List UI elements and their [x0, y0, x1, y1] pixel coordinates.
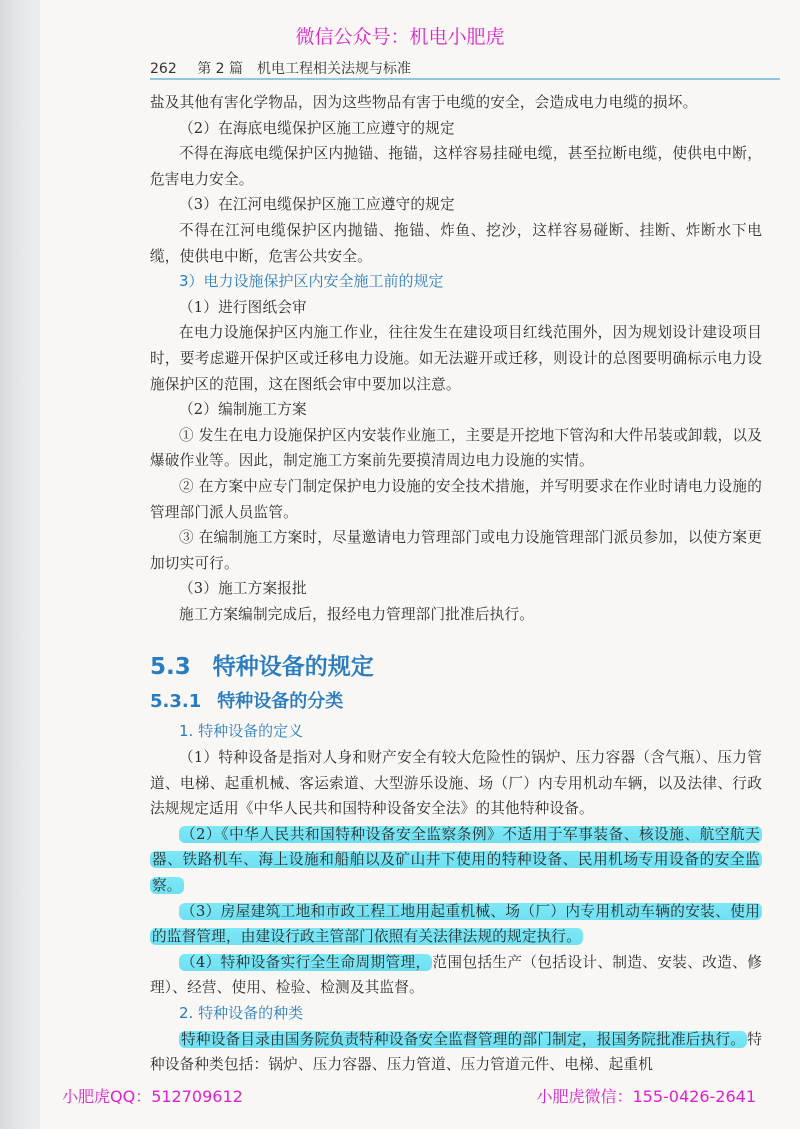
highlight: 特种设备目录由国务院负责特种设备安全监督管理的部门制定，报国务院批准后执行。	[181, 1030, 746, 1048]
paragraph: （2）在海底电缆保护区施工应遵守的规定	[179, 119, 455, 137]
paragraph: （1）进行图纸会审	[179, 298, 307, 316]
watermark-bottom-right: 小肥虎微信：155-0426-2641	[536, 1087, 756, 1106]
paragraph: （3）施工方案报批	[179, 580, 307, 598]
paragraph: 施工方案编制完成后，报经电力管理部门批准后执行。	[179, 605, 535, 623]
section-number: 5.3	[150, 654, 191, 681]
paragraph	[150, 1027, 762, 1078]
item-heading: 1. 特种设备的定义	[179, 722, 304, 741]
page-body	[150, 90, 762, 1078]
section-title: 特种设备的规定	[212, 654, 374, 681]
subsection-heading	[150, 687, 762, 717]
book-spine-shadow	[0, 0, 30, 1129]
page-number: 262	[150, 61, 177, 77]
paragraph: （3）在江河电缆保护区施工应遵守的规定	[179, 196, 455, 214]
subsection-title: 特种设备的分类	[217, 691, 344, 713]
item-heading: 2. 特种设备的种类	[179, 1004, 304, 1022]
highlighted-paragraph	[150, 822, 762, 899]
paragraph: 不得在江河电缆保护区内抛锚、拖锚、炸鱼、挖沙，这样容易碰断、挂断、炸断水下电缆，使供电中断，危害公共安全。	[150, 221, 762, 265]
paragraph: （2）编制施工方案	[179, 401, 307, 419]
paragraph	[150, 950, 762, 1001]
subsection-number: 5.3.1	[150, 691, 202, 713]
paragraph: ② 在方案中应专门制定保护电力设施的安全技术措施，并写明要求在作业时请电力设施的管理部门派人员监管。	[150, 477, 762, 521]
highlight: （2）《中华人民共和国特种设备安全监察条例》不适用于军事装备、核设施、航空航天器、铁路机车、海上设施和船舶以及矿山井下使用的特种设备、民用机场专用设备的安全监察。	[152, 825, 760, 895]
highlight: （4）特种设备实行全生命周期管理，	[181, 953, 431, 971]
running-header	[150, 58, 411, 78]
paragraph-text: 范围包括生产（包括设计、制造、安装、改造、修理）、经营、使用、检验、检测及其监督。	[150, 953, 763, 997]
header-rule	[150, 78, 780, 80]
paragraph: 在电力设施保护区内施工作业，往往发生在建设项目红线范围外，因为规划设计建设项目时，要考虑避开保护区或迁移电力设施。如无法避开或迁移，则设计的总图要明确标示电力设施保护区的范围，这在图纸会审中要加以注意。	[150, 324, 762, 393]
highlight: （3）房屋建筑工地和市政工程工地用起重机械、场（厂）内专用机动车辆的安装、使用的监督管理，由建设行政主管部门依照有关法律法规的规定执行。	[152, 902, 760, 946]
paragraph: ① 发生在电力设施保护区内安装作业施工，主要是开挖地下管沟和大件吊装或卸载，以及爆破作业等。因此，制定施工方案前先要摸清周边电力设施的实情。	[150, 426, 762, 470]
paragraph: 盐及其他有害化学物品，因为这些物品有害于电缆的安全，会造成电力电缆的损坏。	[150, 94, 698, 111]
watermark-bottom-left: 小肥虎QQ：512709612	[62, 1087, 243, 1106]
paragraph: ③ 在编制施工方案时，尽量邀请电力管理部门或电力设施管理部门派员参加，以使方案更加切实可行。	[150, 529, 762, 572]
paragraph-text: 特种设备种类包括：锅炉、压力容器、压力管道、压力管道元件、电梯、起重机	[150, 1030, 762, 1074]
section-heading	[150, 649, 762, 685]
header-title: 第 2 篇 机电工程相关法规与标准	[197, 61, 411, 77]
paragraph: 不得在海底电缆保护区内抛锚、拖锚，这样容易挂碰电缆，甚至拉断电缆，使供电中断，危害电力安全。	[150, 145, 762, 188]
paragraph: （1）特种设备是指对人身和财产安全有较大危险性的锅炉、压力容器（含气瓶）、压力管道、电梯、起重机械、客运索道、大型游乐设施、场（厂）内专用机动车辆，以及法律、行政法规规定适用《中华人民共和国特种设备安全法》的其他特种设备。	[150, 749, 762, 818]
watermark-top: 微信公众号：机电小肥虎	[295, 26, 505, 48]
highlighted-paragraph	[150, 899, 762, 950]
subheading: 3）电力设施保护区内安全施工前的规定	[179, 272, 444, 291]
